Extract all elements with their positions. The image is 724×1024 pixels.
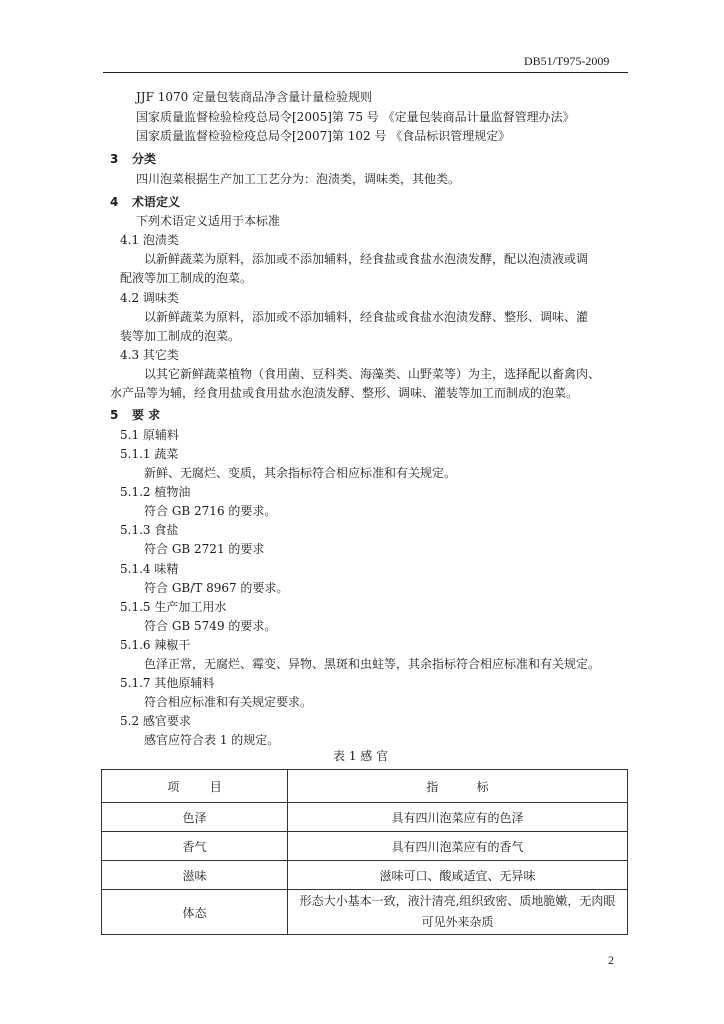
clause-5-1-3-text: 符合 GB 2721 的要求 xyxy=(144,542,265,556)
table-header-item: 项 目 xyxy=(102,770,288,803)
clause-4-1-title: 4.1 泡渍类 xyxy=(120,233,179,247)
section-3-number: 3 xyxy=(110,152,119,166)
table-row xyxy=(102,890,628,935)
table-1-caption: 表 1 感 官 xyxy=(333,749,389,763)
clause-5-2-title: 5.2 感官要求 xyxy=(120,714,191,728)
sensory-requirements-table xyxy=(101,769,628,935)
table-row xyxy=(102,861,628,890)
section-3-text: 四川泡菜根据生产加工工艺分为：泡渍类，调味类，其他类。 xyxy=(136,172,461,186)
clause-5-1-1-title: 5.1.1 蔬菜 xyxy=(120,447,179,461)
clause-5-1-6-text: 色泽正常，无腐烂、霉变、异物、黑斑和虫蛀等，其余指标符合相应标准和有关规定。 xyxy=(144,657,601,671)
row-item-aroma: 香气 xyxy=(102,832,288,861)
clause-5-1-5-title: 5.1.5 生产加工用水 xyxy=(120,600,227,614)
clause-5-1-6-title: 5.1.6 辣椒干 xyxy=(120,638,191,652)
reference-jjf-1070: JJF 1070 定量包装商品净含量计量检验规则 xyxy=(136,90,373,104)
section-5-number: 5 xyxy=(110,408,119,422)
clause-4-1-line1: 以新鲜蔬菜为原料，添加或不添加辅料，经食盐或食盐水泡渍发酵，配以泡渍液或调 xyxy=(144,252,589,266)
clause-5-1-4-title: 5.1.4 味精 xyxy=(120,562,179,576)
section-4-heading xyxy=(110,194,180,210)
row-spec-form: 形态大小基本一致，液汁清亮,组织致密、质地脆嫩，无肉眼可见外来杂质 xyxy=(288,890,628,935)
clause-5-1-3-title: 5.1.3 食盐 xyxy=(120,523,179,537)
table-row xyxy=(102,832,628,861)
section-3-heading xyxy=(110,151,156,167)
clause-5-1-2-title: 5.1.2 植物油 xyxy=(120,485,191,499)
row-item-form: 体态 xyxy=(102,890,288,935)
clause-4-3-line1: 以其它新鲜蔬菜植物（食用菌、豆科类、海藻类、山野菜等）为主，选择配以畜禽肉、 xyxy=(144,367,601,381)
clause-5-1-2-text: 符合 GB 2716 的要求。 xyxy=(144,504,277,518)
table-header-spec: 指 标 xyxy=(288,770,628,803)
clause-5-1-title: 5.1 原辅料 xyxy=(120,428,179,442)
row-item-color: 色泽 xyxy=(102,803,288,832)
reference-order-75: 国家质量监督检验检疫总局令[2005]第 75 号 《定量包装商品计量监督管理办法》 xyxy=(136,110,575,124)
clause-4-2-title: 4.2 调味类 xyxy=(120,291,179,305)
row-item-taste: 滋味 xyxy=(102,861,288,890)
clause-5-1-7-text: 符合相应标准和有关规定要求。 xyxy=(144,695,313,709)
section-3-title: 分类 xyxy=(132,152,157,166)
header-rule xyxy=(103,72,628,73)
clause-4-3-line2: 水产品等为辅，经食用盐或食用盐水泡渍发酵、整形、调味、灌装等加工而制成的泡菜。 xyxy=(110,386,579,400)
clause-5-1-7-title: 5.1.7 其他原辅料 xyxy=(120,676,215,690)
clause-5-2-text: 感官应符合表 1 的规定。 xyxy=(144,733,280,747)
section-5-heading xyxy=(110,407,160,423)
clause-5-1-1-text: 新鲜、无腐烂、变质，其余指标符合相应标准和有关规定。 xyxy=(144,466,457,480)
clause-5-1-5-text: 符合 GB 5749 的要求。 xyxy=(144,619,277,633)
section-4-number: 4 xyxy=(110,195,119,209)
table-header-row xyxy=(102,770,628,803)
row-spec-color: 具有四川泡菜应有的色泽 xyxy=(288,803,628,832)
section-5-title: 要 求 xyxy=(132,408,161,422)
clause-4-3-title: 4.3 其它类 xyxy=(120,348,179,362)
row-spec-aroma: 具有四川泡菜应有的香气 xyxy=(288,832,628,861)
table-row xyxy=(102,803,628,832)
clause-4-2-line2: 装等加工制成的泡菜。 xyxy=(120,329,241,343)
row-spec-taste: 滋味可口、酸咸适宜、无异味 xyxy=(288,861,628,890)
clause-4-1-line2: 配液等加工制成的泡菜。 xyxy=(120,271,253,285)
section-4-title: 术语定义 xyxy=(132,195,181,209)
clause-4-2-line1: 以新鲜蔬菜为原料，添加或不添加辅料，经食盐或食盐水泡渍发酵、整形、调味、灌 xyxy=(144,310,589,324)
reference-order-102: 国家质量监督检验检疫总局令[2007]第 102 号 《食品标识管理规定》 xyxy=(136,129,511,143)
document-code: DB51/T975-2009 xyxy=(524,54,610,68)
page-number: 2 xyxy=(608,953,614,967)
clause-5-1-4-text: 符合 GB/T 8967 的要求。 xyxy=(144,581,289,595)
section-4-intro: 下列术语定义适用于本标准 xyxy=(136,214,281,228)
